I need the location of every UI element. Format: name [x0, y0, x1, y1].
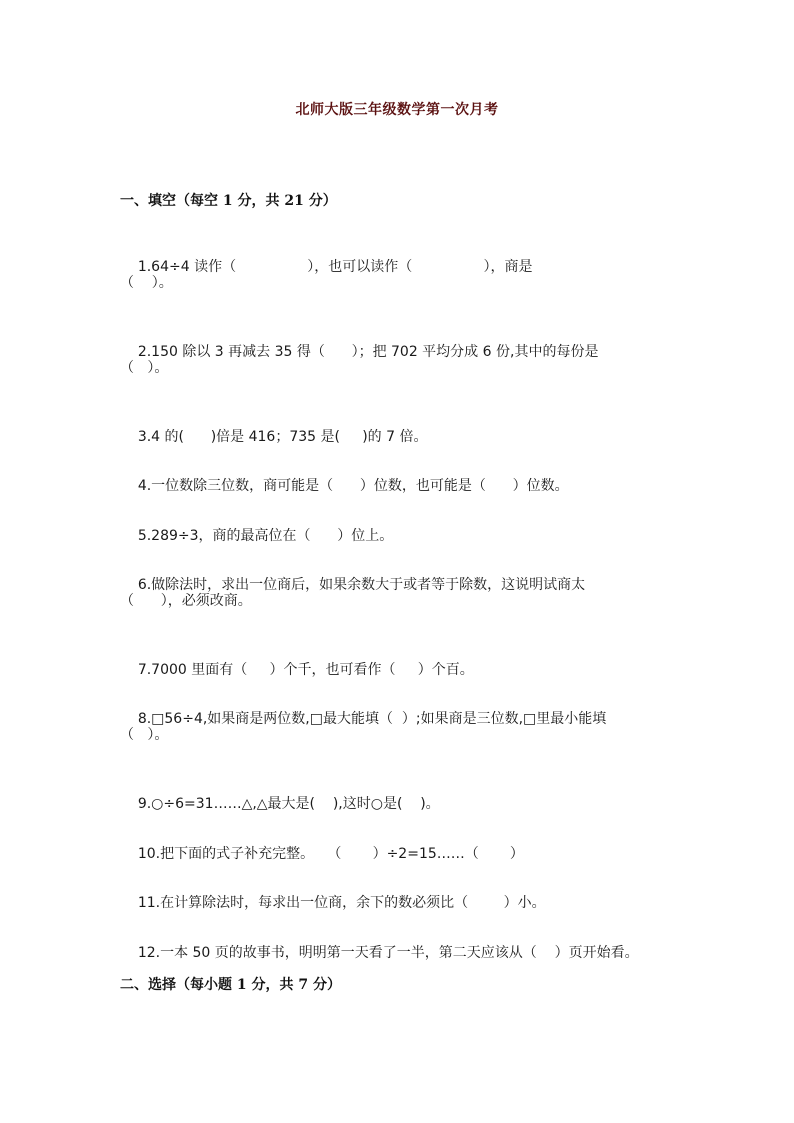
question-9-line-1: 9.○÷6=31……△,△最大是( ),这时○是( )。	[137, 796, 440, 812]
question-8-line-2: （ ）。	[120, 727, 169, 743]
question-1-line-1: 1.64÷4 读作（ ），也可以读作（ ），商是	[137, 259, 533, 275]
section-heading-fill-blank: 一、填空（每空 1 分，共 21 分）	[120, 193, 337, 209]
question-4	[120, 458, 676, 515]
question-11-line-1: 11.在计算除法时，每求出一位商，余下的数必须比（ ）小。	[137, 895, 546, 911]
page-title: 北师大版三年级数学第一次月考	[295, 102, 499, 118]
question-2	[120, 324, 676, 400]
question-12-line-1: 12.一本 50 页的故事书，明明第一天看了一半，第二天应该从（ ）页开始看。	[137, 945, 639, 961]
question-2-line-2: （ ）。	[120, 360, 169, 376]
question-2-line-1: 2.150 除以 3 再减去 35 得（ ）；把 702 平均分成 6 份,其中的每份是	[137, 344, 599, 360]
question-10-line-1: 10.把下面的式子补充完整。 （ ）÷2=15……（ ）	[137, 846, 524, 862]
question-11	[120, 875, 676, 932]
question-7-line-1: 7.7000 里面有（ ）个千，也可看作（ ）个百。	[137, 662, 474, 678]
question-8	[120, 691, 676, 767]
section-heading-multiple-choice: 二、选择（每小题 1 分，共 7 分）	[120, 977, 341, 993]
question-1-line-2: （ ）。	[120, 275, 173, 291]
question-3-line-1: 3.4 的( )倍是 416；735 是( )的 7 倍。	[137, 429, 428, 445]
question-6-line-2: （ ），必须改商。	[120, 593, 252, 609]
question-8-line-1: 8.□56÷4,如果商是两位数,□最大能填（ ）;如果商是三位数,□里最小能填	[137, 711, 607, 727]
question-4-line-1: 4.一位数除三位数，商可能是（ ）位数，也可能是（ ）位数。	[137, 478, 569, 494]
question-6	[120, 557, 676, 633]
question-5-line-1: 5.289÷3，商的最高位在（ ）位上。	[137, 528, 394, 544]
question-1	[120, 239, 676, 315]
question-9	[120, 776, 676, 833]
question-6-line-1: 6.做除法时，求出一位商后，如果余数大于或者等于除数，这说明试商太	[137, 577, 586, 593]
